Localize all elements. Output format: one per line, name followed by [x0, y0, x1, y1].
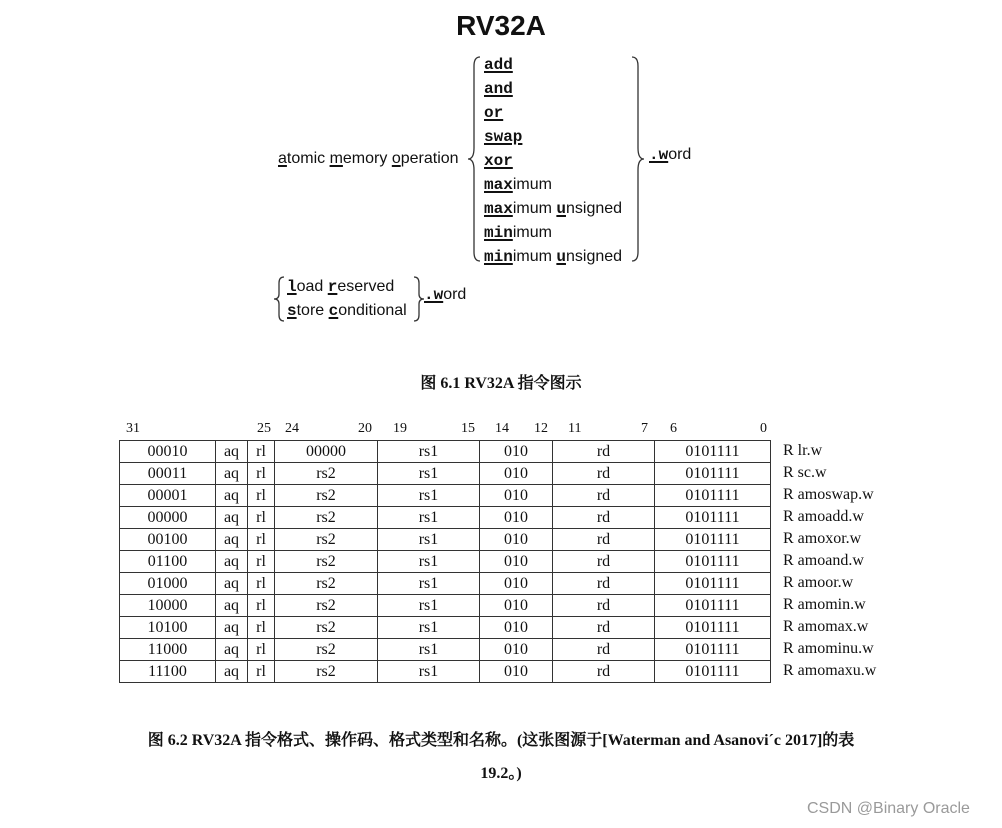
instruction-name: R amomin.w [783, 596, 866, 613]
instruction-name: R amomaxu.w [783, 662, 877, 679]
cell-aq: aq [216, 441, 248, 463]
operation-item: or [484, 104, 504, 122]
cell-opcode: 0101111 [655, 485, 771, 507]
cell-rs1: rs1 [378, 551, 480, 573]
page-title: RV32A [456, 10, 546, 41]
instruction-name: R amoand.w [783, 552, 864, 569]
cell-rs2: rs2 [275, 551, 378, 573]
cell-rd: rd [553, 661, 655, 683]
instruction-name: R sc.w [783, 464, 827, 481]
operation-list [484, 53, 622, 269]
table-row [120, 617, 771, 639]
atomic-memory-operation-label: atomic memory operation [278, 150, 459, 167]
cell-rd: rd [553, 485, 655, 507]
cell-rl: rl [248, 617, 275, 639]
cell-rl: rl [248, 485, 275, 507]
cell-funct3: 010 [480, 617, 553, 639]
cell-funct3: 010 [480, 551, 553, 573]
cell-funct5: 00000 [120, 507, 216, 529]
bit-20: 20 [358, 421, 372, 436]
word-suffix-lrsc: .word [424, 286, 467, 304]
cell-aq: aq [216, 529, 248, 551]
cell-rs2: rs2 [275, 485, 378, 507]
cell-funct3: 010 [480, 573, 553, 595]
cell-rs1: rs1 [378, 529, 480, 551]
cell-funct5: 11000 [120, 639, 216, 661]
cell-aq: aq [216, 617, 248, 639]
cell-funct3: 010 [480, 441, 553, 463]
cell-funct3: 010 [480, 639, 553, 661]
cell-rl: rl [248, 639, 275, 661]
load-reserved-item: load reserved [287, 278, 395, 296]
operation-item: add [484, 56, 513, 74]
operation-item: maximum [484, 176, 552, 194]
cell-funct5: 00100 [120, 529, 216, 551]
instruction-name: R amoswap.w [783, 486, 874, 503]
store-conditional-item: store conditional [287, 302, 407, 320]
cell-rd: rd [553, 639, 655, 661]
watermark: CSDN @Binary Oracle [807, 800, 970, 817]
cell-funct5: 01000 [120, 573, 216, 595]
cell-funct3: 010 [480, 595, 553, 617]
bit-24: 24 [285, 421, 299, 436]
bit-25: 25 [257, 421, 271, 436]
table-row [120, 661, 771, 683]
table-row [120, 507, 771, 529]
operation-item: maximum unsigned [484, 200, 623, 218]
table-row [120, 441, 771, 463]
cell-funct3: 010 [480, 661, 553, 683]
cell-funct5: 01100 [120, 551, 216, 573]
cell-rs2: rs2 [275, 507, 378, 529]
cell-opcode: 0101111 [655, 595, 771, 617]
instruction-name: R amomax.w [783, 618, 869, 635]
operation-item: and [484, 80, 513, 98]
cell-funct5: 11100 [120, 661, 216, 683]
cell-rd: rd [553, 617, 655, 639]
cell-opcode: 0101111 [655, 573, 771, 595]
cell-aq: aq [216, 661, 248, 683]
cell-rs2: rs2 [275, 595, 378, 617]
bit-0: 0 [760, 421, 767, 436]
right-brace-ops [630, 56, 646, 262]
cell-aq: aq [216, 551, 248, 573]
cell-rs1: rs1 [378, 507, 480, 529]
cell-opcode: 0101111 [655, 463, 771, 485]
table-row [120, 639, 771, 661]
cell-aq: aq [216, 463, 248, 485]
cell-opcode: 0101111 [655, 507, 771, 529]
cell-opcode: 0101111 [655, 441, 771, 463]
cell-funct3: 010 [480, 507, 553, 529]
cell-rl: rl [248, 507, 275, 529]
operation-item: xor [484, 152, 513, 170]
cell-opcode: 0101111 [655, 639, 771, 661]
instruction-name: R amoor.w [783, 574, 854, 591]
cell-funct5: 00011 [120, 463, 216, 485]
cell-rs1: rs1 [378, 463, 480, 485]
operation-item: swap [484, 128, 523, 146]
cell-funct5: 00001 [120, 485, 216, 507]
cell-rd: rd [553, 507, 655, 529]
cell-rs2: rs2 [275, 639, 378, 661]
cell-rl: rl [248, 661, 275, 683]
cell-opcode: 0101111 [655, 661, 771, 683]
cell-rs2: rs2 [275, 617, 378, 639]
cell-rs2: rs2 [275, 661, 378, 683]
cell-rs1: rs1 [378, 661, 480, 683]
cell-aq: aq [216, 507, 248, 529]
cell-rl: rl [248, 573, 275, 595]
left-brace-lrsc [272, 276, 286, 322]
instruction-name: R lr.w [783, 442, 823, 459]
bit-11: 11 [568, 421, 582, 436]
caption-6-2-line-1: 图 6.2 RV32A 指令格式、操作码、格式类型和名称。(这张图源于[Waterman and Asanovi´c 2017]的表 [147, 732, 855, 749]
cell-aq: aq [216, 485, 248, 507]
bit-31: 31 [126, 421, 140, 436]
cell-rs1: rs1 [378, 441, 480, 463]
cell-funct3: 010 [480, 463, 553, 485]
bit-position-header [0, 421, 1002, 439]
instruction-name: R amoadd.w [783, 508, 864, 525]
cell-funct3: 010 [480, 529, 553, 551]
cell-rs1: rs1 [378, 573, 480, 595]
cell-rs1: rs1 [378, 595, 480, 617]
cell-aq: aq [216, 639, 248, 661]
cell-rs2: 00000 [275, 441, 378, 463]
table-row [120, 595, 771, 617]
cell-rd: rd [553, 529, 655, 551]
instruction-name: R amoxor.w [783, 530, 862, 547]
cell-opcode: 0101111 [655, 617, 771, 639]
lr-sc-list [287, 275, 407, 323]
cell-rl: rl [248, 441, 275, 463]
cell-aq: aq [216, 595, 248, 617]
table-row [120, 551, 771, 573]
cell-funct5: 00010 [120, 441, 216, 463]
cell-rd: rd [553, 573, 655, 595]
bit-14: 14 [495, 421, 509, 436]
cell-funct5: 10100 [120, 617, 216, 639]
cell-rl: rl [248, 551, 275, 573]
left-brace-ops [466, 56, 482, 262]
instruction-name: R amominu.w [783, 640, 874, 657]
figure-caption-6-1: 图 6.1 RV32A 指令图示 [420, 375, 582, 392]
cell-rs2: rs2 [275, 529, 378, 551]
table-row [120, 529, 771, 551]
word-suffix: .word [649, 146, 692, 164]
cell-rd: rd [553, 595, 655, 617]
cell-rd: rd [553, 441, 655, 463]
bit-12: 12 [534, 421, 548, 436]
table-row [120, 573, 771, 595]
bit-19: 19 [393, 421, 407, 436]
operation-item: minimum unsigned [484, 248, 623, 266]
table-row [120, 485, 771, 507]
bit-15: 15 [461, 421, 475, 436]
cell-aq: aq [216, 573, 248, 595]
cell-rl: rl [248, 463, 275, 485]
figure-caption-6-2 [0, 727, 1002, 783]
cell-rd: rd [553, 463, 655, 485]
table-row [120, 463, 771, 485]
bit-7: 7 [641, 421, 648, 436]
instruction-names [783, 440, 876, 682]
cell-rl: rl [248, 595, 275, 617]
instruction-format-table [119, 440, 771, 683]
caption-6-2-line-2: 19.2。) [480, 765, 522, 782]
cell-rs2: rs2 [275, 573, 378, 595]
cell-rs1: rs1 [378, 485, 480, 507]
cell-funct5: 10000 [120, 595, 216, 617]
cell-rl: rl [248, 529, 275, 551]
cell-rs2: rs2 [275, 463, 378, 485]
bit-6: 6 [670, 421, 677, 436]
cell-opcode: 0101111 [655, 529, 771, 551]
operation-item: minimum [484, 224, 552, 242]
cell-rd: rd [553, 551, 655, 573]
cell-rs1: rs1 [378, 639, 480, 661]
cell-funct3: 010 [480, 485, 553, 507]
cell-opcode: 0101111 [655, 551, 771, 573]
cell-rs1: rs1 [378, 617, 480, 639]
